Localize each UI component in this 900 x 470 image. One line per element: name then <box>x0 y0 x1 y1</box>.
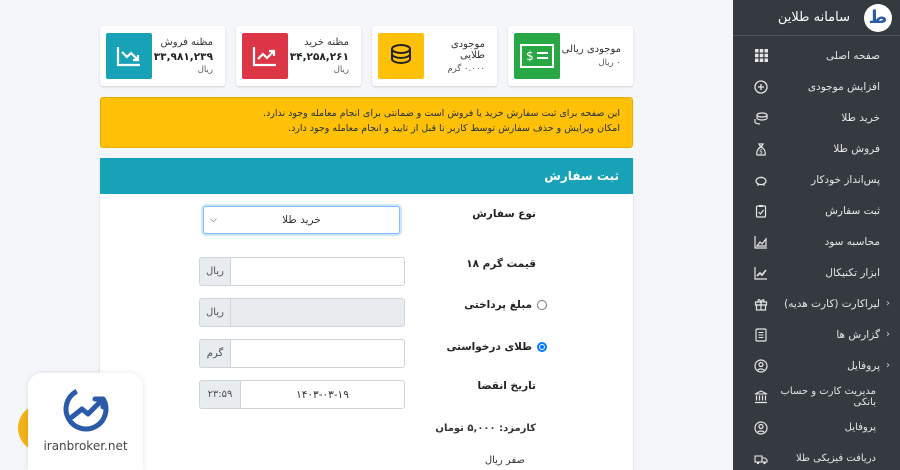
sidebar-item-label: گزارش ها <box>836 328 880 341</box>
order-type-select[interactable] <box>203 206 400 234</box>
money-bag-icon <box>753 141 769 157</box>
sidebar-menu <box>733 36 900 470</box>
sidebar-item-2[interactable] <box>733 102 900 133</box>
grid-icon <box>753 48 769 64</box>
sidebar-item-label: دریافت فیزیکی طلا <box>796 453 876 464</box>
sidebar-item-label: پروفایل <box>847 359 880 372</box>
sidebar-item-3[interactable] <box>733 133 900 164</box>
fee-label: کارمزد: ۵,۰۰۰ تومان <box>435 423 536 434</box>
expiry-time[interactable]: ۲۳:۵۹ <box>199 380 240 409</box>
sidebar-item-10[interactable] <box>733 350 900 381</box>
watermark-site: iranbroker.net <box>43 439 128 453</box>
order-type-value: خرید طلا <box>282 214 321 226</box>
sidebar-item-1[interactable] <box>733 71 900 102</box>
sidebar-item-11[interactable] <box>733 381 900 412</box>
alert-line-1: این صفحه برای ثبت سفارش خرید یا فروش است و ضمانتی برای انجام معامله وجود ندارد. <box>263 108 620 119</box>
stat-card-text <box>424 39 491 74</box>
price-label: قیمت گرم ۱۸ <box>466 258 536 270</box>
price-unit: ریال <box>199 257 230 286</box>
svg-text:$: $ <box>759 148 763 155</box>
area-chart-icon <box>753 234 769 250</box>
sidebar-item-12[interactable] <box>733 412 900 443</box>
watermark <box>28 373 143 470</box>
sidebar-item-label: فروش طلا <box>833 142 880 155</box>
stat-card-title: مظنه خرید <box>304 37 349 48</box>
stat-card-value: ۳۳,۹۸۱,۲۳۹ <box>153 51 213 63</box>
gift-icon <box>753 296 769 312</box>
order-type-label: نوع سفارش <box>472 208 536 220</box>
trend-down-icon <box>106 33 152 79</box>
sidebar-item-5[interactable] <box>733 195 900 226</box>
payment-input-group <box>199 298 405 327</box>
user-circle-icon <box>753 420 769 436</box>
sidebar-item-4[interactable] <box>733 164 900 195</box>
cash-icon <box>514 33 560 79</box>
chevron-down-icon: ⌵ <box>210 215 217 225</box>
alert-line-2: امکان ویرایش و حذف سفارش توسط کاربر تا قبل از تایید و انجام معامله وجود دارد. <box>288 123 620 134</box>
iranbroker-logo <box>60 383 112 435</box>
sidebar-item-label: پس‌انداز خودکار <box>811 173 880 186</box>
requested-gold-option[interactable] <box>446 341 547 353</box>
payment-radio[interactable] <box>537 300 547 310</box>
piggy-bank-icon <box>753 172 769 188</box>
requested-gold-input[interactable] <box>230 339 405 368</box>
app-title: سامانه طلاین <box>777 10 850 25</box>
chevron-left-icon: ‹ <box>886 329 890 340</box>
stat-card-unit: ریال <box>333 65 349 75</box>
coins-icon <box>753 110 769 126</box>
brand-logo[interactable]: ط <box>864 4 892 32</box>
stat-card-1 <box>372 26 497 86</box>
stat-card-0 <box>508 26 633 86</box>
chevron-left-icon: ‹ <box>886 360 890 371</box>
stat-card-title: موجودی طلایی <box>450 38 485 61</box>
stat-card-3 <box>100 26 225 86</box>
expiry-input-group <box>199 380 405 409</box>
payment-label: مبلغ پرداختی <box>464 299 532 311</box>
sidebar-item-7[interactable] <box>733 257 900 288</box>
sidebar-item-label: ثبت سفارش <box>825 204 880 217</box>
payment-option[interactable] <box>464 299 547 311</box>
brand-bar <box>733 0 900 36</box>
order-form-card <box>100 158 633 470</box>
stat-card-text <box>288 37 355 75</box>
stat-cards <box>100 26 633 86</box>
requested-gold-unit: گرم <box>199 339 230 368</box>
bank-card-icon <box>753 389 769 405</box>
total-value: صفر ریال <box>484 455 525 466</box>
stat-card-title: موجودی ریالی <box>561 44 621 55</box>
plus-circle-icon <box>753 79 769 95</box>
sidebar-item-label: محاسبه سود <box>824 235 880 248</box>
requested-gold-label: طلای درخواستی <box>446 341 532 353</box>
report-list-icon <box>753 327 769 343</box>
info-alert <box>100 97 633 148</box>
stat-card-text <box>152 37 219 75</box>
stat-card-unit: ۰.۰۰۰ گرم <box>447 63 485 74</box>
expiry-date-input[interactable]: ۱۴۰۳-۰۳-۱۹ <box>240 380 405 409</box>
sidebar-item-label: خرید طلا <box>841 111 880 124</box>
stat-card-title: مظنه فروش <box>160 37 213 48</box>
price-input[interactable] <box>230 257 405 286</box>
sidebar-item-label: پروفایل <box>844 422 876 433</box>
sidebar-item-0[interactable] <box>733 40 900 71</box>
svg-text:$: $ <box>526 49 534 63</box>
sidebar-item-label: صفحه اصلی <box>825 49 880 62</box>
trend-up-icon <box>242 33 288 79</box>
price-input-group <box>199 257 405 286</box>
sidebar-item-label: لیراکارت (کارت هدیه) <box>784 297 880 310</box>
sidebar <box>733 0 900 470</box>
clipboard-check-icon <box>753 203 769 219</box>
payment-unit: ریال <box>199 298 230 327</box>
delivery-icon <box>753 451 769 467</box>
user-circle-icon <box>753 358 769 374</box>
sidebar-item-13[interactable] <box>733 443 900 470</box>
payment-input <box>230 298 405 327</box>
stat-card-value: ۳۴,۲۵۸,۲۶۱ <box>289 51 349 63</box>
requested-gold-radio[interactable] <box>537 342 547 352</box>
sidebar-item-6[interactable] <box>733 226 900 257</box>
requested-gold-input-group <box>199 339 405 368</box>
sidebar-item-label: ابزار تکنیکال <box>825 266 880 279</box>
stat-card-unit: ریال <box>197 65 213 75</box>
expiry-label: تاریخ انقضا <box>477 380 536 392</box>
stat-card-text <box>560 44 627 68</box>
chevron-left-icon: ‹ <box>886 298 890 309</box>
form-header: ثبت سفارش <box>100 158 633 194</box>
sidebar-item-label: افزایش موجودی <box>807 80 880 93</box>
sidebar-item-9[interactable] <box>733 319 900 350</box>
sidebar-item-label: مدیریت کارت و حساب بانکی <box>780 385 876 408</box>
coins-stack-icon <box>378 33 424 79</box>
stat-card-unit: ۰ ریال <box>598 58 621 68</box>
stat-card-2 <box>236 26 361 86</box>
line-chart-icon <box>753 265 769 281</box>
sidebar-item-8[interactable] <box>733 288 900 319</box>
